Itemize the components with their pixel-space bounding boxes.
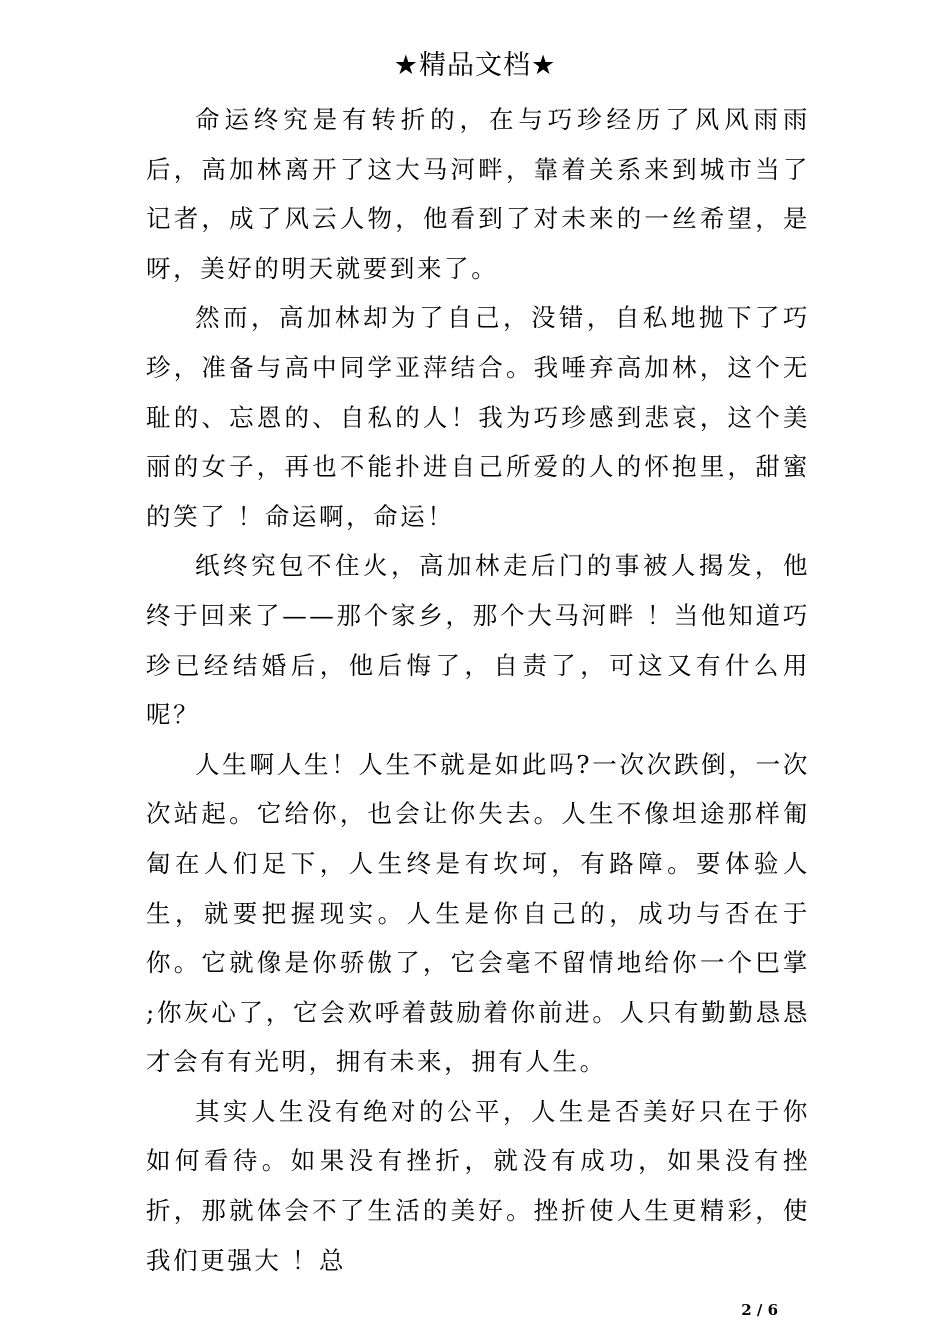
paragraph: 纸终究包不住火，高加林走后门的事被人揭发，他终于回来了——那个家乡，那个大马河畔 ！当他知道巧珍已经结婚后，他后悔了，自责了，可这又有什么用呢？	[146, 551, 810, 730]
paragraph: 命运终究是有转折的，在与巧珍经历了风风雨雨后，高加林离开了这大马河畔，靠着关系来到城市当了记者，成了风云人物，他看到了对未来的一丝希望，是呀，美好的明天就要到来了。	[146, 105, 810, 283]
paragraph: 其实人生没有绝对的公平，人生是否美好只在于你如何看待。如果没有挫折，就没有成功，如果没有挫折，那就体会不了生活的美好。挫折使人生更精彩，使我们更强大 ！总	[146, 1096, 810, 1275]
document-body	[146, 95, 810, 1285]
page-number: 2 / 6	[741, 1301, 778, 1319]
document-header-title: ★精品文档★	[393, 50, 557, 81]
paragraph: 人生啊人生！人生不就是如此吗?一次次跌倒，一次次站起。它给你，也会让你失去。人生不像坦途那样匍匐在人们足下，人生终是有坎坷，有路障。要体验人生，就要把握现实。人生是你自己的，成功与否在于你。它就像是你骄傲了，它会毫不留情地给你一个巴掌 ;你灰心了，它会欢呼着鼓励着你前进。人只有勤勤恳恳才会有有光明，拥有未来，拥有人生。	[146, 749, 810, 1077]
paragraph: 然而，高加林却为了自己，没错，自私地抛下了巧珍，准备与高中同学亚萍结合。我唾弃高加林，这个无耻的、忘恩的、自私的人！我为巧珍感到悲哀，这个美丽的女子，再也不能扑进自己所爱的人的怀抱里，甜蜜的笑了 ！命运啊，命运！	[146, 303, 810, 531]
